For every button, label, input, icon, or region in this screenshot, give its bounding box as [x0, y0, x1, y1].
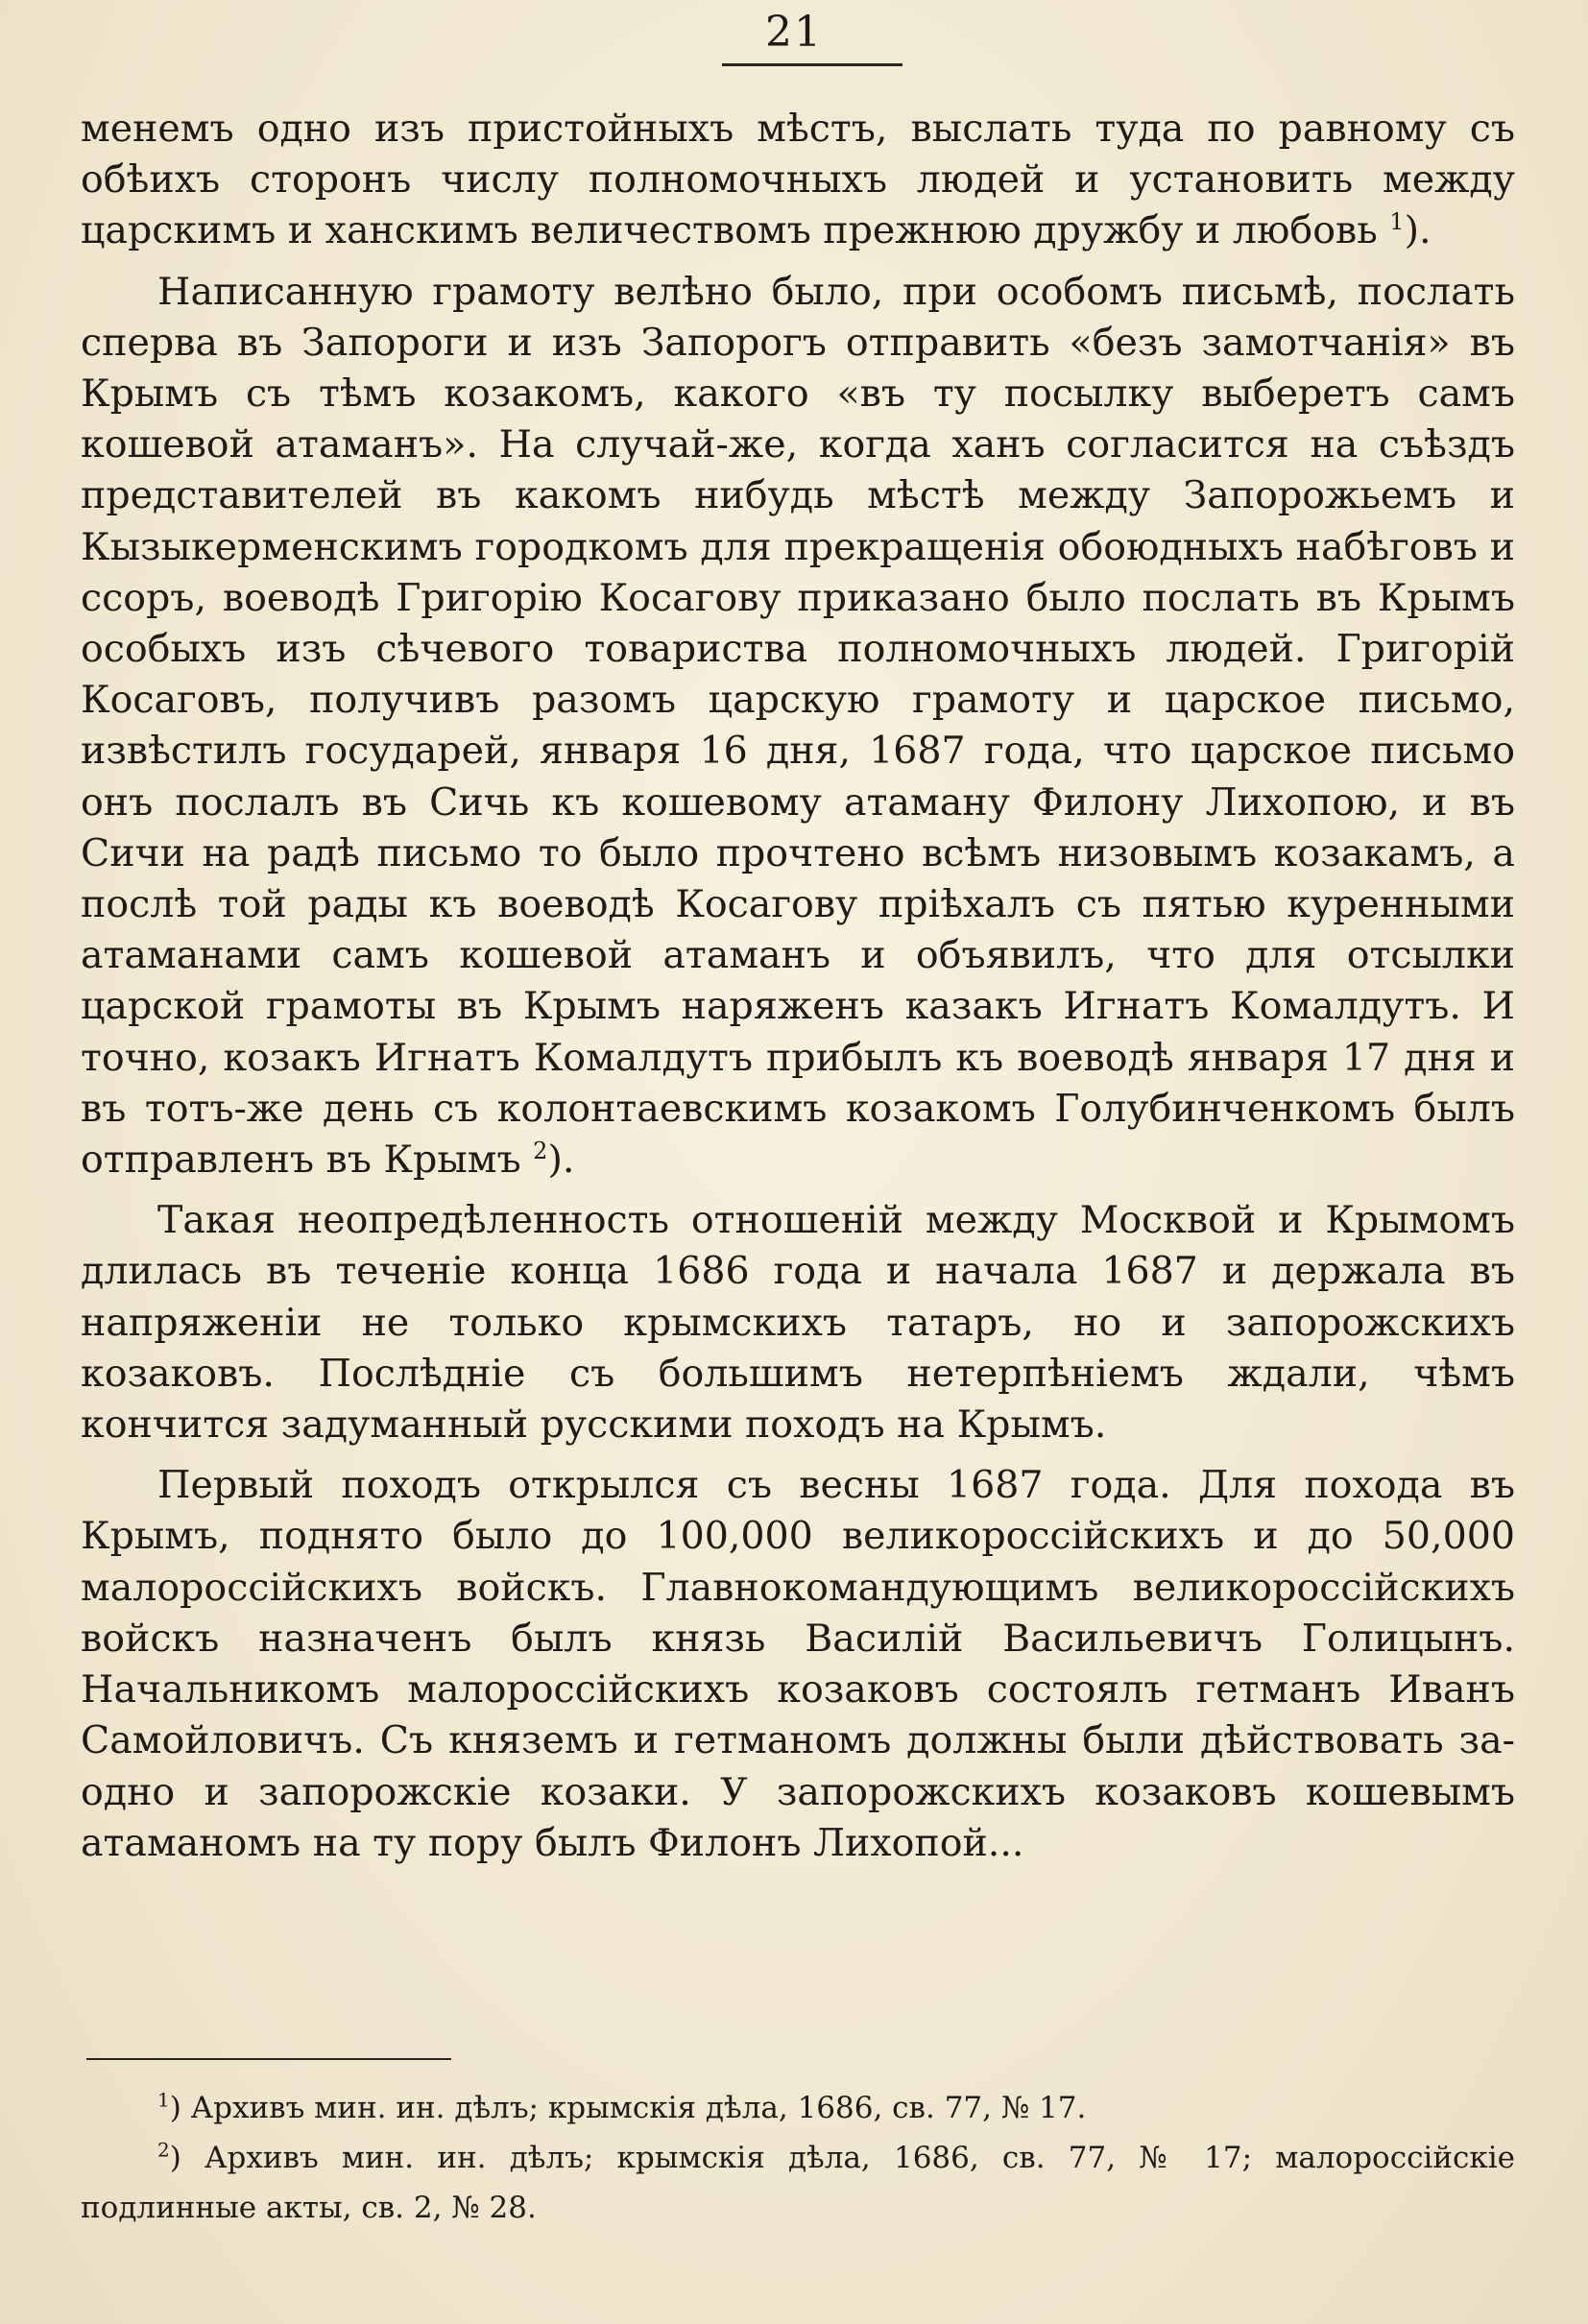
paragraph-gramota: [81, 267, 1515, 1186]
paragraph-relations: [81, 1195, 1515, 1450]
paragraph-text: менемъ одно изъ пристойныхъ мѣстъ, выслать туда по равному съ обѣихъ сторонъ числу полномочныхъ людей и установить между царскимъ и ханскимъ величествомъ прежнюю дружбу и любовь: [81, 107, 1515, 253]
paragraph-campaign: [81, 1460, 1515, 1869]
footnote-1: [81, 2083, 1515, 2133]
footnote-2: [81, 2133, 1515, 2233]
paragraph-text: Такая неопредѣленность отношеній между Москвой и Крымомъ длилась въ теченіе конца 1686 года и начала 1687 и держала въ напряженіи не только крымскихъ татаръ, но и запорожскихъ козаковъ. Послѣдніе съ большимъ нетерпѣніемъ ждали, чѣмъ кончится задуманный русскими походъ на Крымъ.: [81, 1198, 1515, 1448]
footnotes: [81, 2083, 1515, 2233]
paragraph-text: Первый походъ открылся съ весны 1687 года. Для похода въ Крымъ, поднято было до 100,000 великороссійскихъ и до 50,000 малороссійскихъ войскъ. Главнокомандующимъ великороссійскихъ войскъ назначенъ былъ князь Василій Васильевичъ Голицынъ. Начальникомъ малороссійскихъ козаковъ состоялъ гетманъ Иванъ Самойловичъ. Съ княземъ и гетманомъ должны были дѣйствовать за-одно и запорожскіе козаки. У запорожскихъ козаковъ кошевымъ атаманомъ на ту пору былъ Филонъ Лихопой...: [81, 1463, 1515, 1865]
paragraph-text: Написанную грамоту велѣно было, при особомъ письмѣ, послать сперва въ Запороги и изъ Запорогъ отправить «безъ замотчанія» въ Крымъ съ тѣмъ козакомъ, какого «въ ту посылку выберетъ самъ кошевой атаманъ». На случай-же, когда ханъ согласится на съѣздъ представителей въ какомъ нибудь мѣстѣ между Запорожьемъ и Кызыкерменскимъ городкомъ для прекращенія обоюдныхъ набѣговъ и ссоръ, воеводѣ Григорію Косагову приказано было послать въ Крымъ особыхъ изъ сѣчевого товариства полномочныхъ людей. Григорій Косаговъ, получивъ разомъ царскую грамоту и царское письмо, извѣстилъ государей, января 16 дня, 1687 года, что царское письмо онъ послалъ въ Сичь къ кошевому атаману Филону Лихопою, и въ Сичи на радѣ письмо то было прочтено всѣмъ низовымъ козакамъ, а послѣ той рады къ воеводѣ Косагову пріѣхалъ съ пятью куренными атаманами самъ кошевой атаманъ и объявилъ, что для отсылки царской грамоты въ Крымъ наряженъ казакъ Игнатъ Комалдутъ. И точно, козакъ Игнатъ Комалдутъ прибылъ къ воеводѣ января 17 дня и въ тотъ-же день съ колонтаевскимъ козакомъ Голубинченкомъ былъ отправленъ въ Крымъ: [81, 269, 1515, 1183]
footnote-mark: 1: [157, 2088, 170, 2112]
paragraph-tail: ).: [547, 1138, 575, 1183]
footnote-text: ) Архивъ мин. ин. дѣлъ; крымскія дѣла, 1686, св. 77, № 17.: [169, 2091, 1087, 2125]
footnote-text: ) Архивъ мин. ин. дѣлъ; крымскія дѣла, 1686, св. 77, № 17; малороссійскіе подлинные акты, св. 2, № 28.: [81, 2141, 1515, 2225]
footnote-ref[interactable]: 2: [533, 1137, 548, 1164]
footnote-mark: 2: [157, 2138, 170, 2162]
header-rule: [722, 63, 902, 66]
footnote-rule: [86, 2058, 451, 2060]
footnote-ref[interactable]: 1: [1389, 208, 1405, 236]
body-text: [81, 104, 1515, 1869]
paragraph-continuation: [81, 104, 1515, 257]
paragraph-tail: ).: [1404, 208, 1432, 253]
page-number: 21: [765, 8, 823, 57]
